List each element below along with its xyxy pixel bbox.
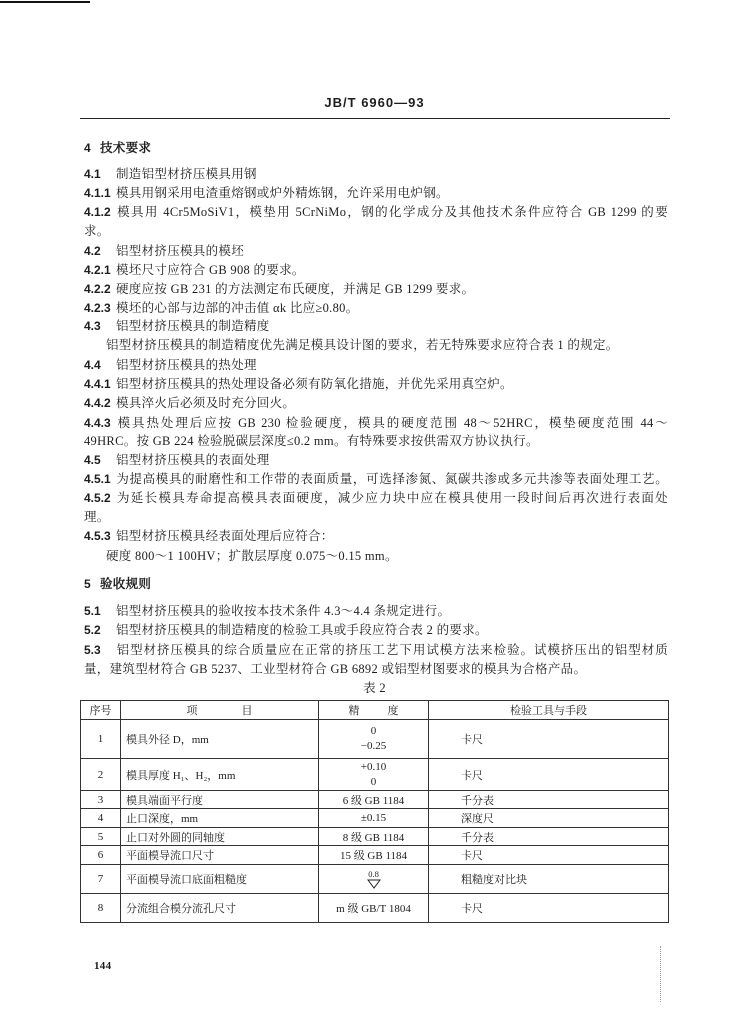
lower-deviation: 0: [370, 775, 377, 788]
clause-text: 制造铝型材挤压模具用钢: [116, 167, 257, 181]
table-row: [81, 759, 669, 791]
section-heading-5: [84, 575, 151, 593]
clause-5-3: [84, 641, 668, 659]
standard-number-header: JB/T 6960—93: [324, 95, 425, 110]
clause-text: 铝型材挤压模具的综合质量应在正常的挤压工艺下用试模方法来检验。试模挤压出的铝型材质: [116, 643, 668, 657]
clause-4-4: [84, 356, 257, 374]
table-row: [81, 894, 669, 923]
row-number-cell: 3: [81, 791, 121, 809]
clause-number: 4.2: [84, 244, 101, 258]
row-number-cell: 6: [81, 846, 121, 865]
clause-5-1: [84, 602, 450, 620]
precision-cell: [319, 759, 429, 791]
header-no: 序号: [81, 701, 121, 720]
upper-deviation: +0.10: [360, 760, 387, 773]
clause-number: 4.4.1: [84, 377, 111, 391]
tool-cell: 深度尺: [429, 809, 669, 828]
clause-number: 5.2: [84, 623, 101, 637]
clause-text: 模坯的心部与边部的冲击值 αk 比应≥0.80。: [116, 301, 359, 315]
clause-4-1-2-continued: 求。: [84, 224, 110, 238]
clause-text: 模坯尺寸应符合 GB 908 的要求。: [116, 263, 305, 277]
clause-4-5-3: [84, 527, 334, 545]
clause-number: 4.1.2: [84, 205, 111, 219]
clause-4-5-2: [84, 489, 668, 507]
clause-4-1-1: [84, 184, 449, 202]
table-row: [81, 791, 669, 809]
item-cell: 止口对外圆的同轴度: [121, 828, 319, 846]
clause-5-3-continued: 量，建筑型材符合 GB 5237、工业型材符合 GB 6892 或铝型材图要求的模具为合格产品。: [84, 662, 587, 676]
clause-number: 4.5.1: [84, 472, 111, 486]
clause-4-4-3: [84, 414, 668, 432]
clause-text: 铝型材挤压模具的热处理: [116, 358, 257, 372]
clause-text: 模具用 4Cr5MoSiV1，模垫用 5CrNiMo，钢的化学成分及其他技术条件应符合 GB 1299 的要: [116, 205, 668, 219]
clause-number: 4.4.2: [84, 396, 111, 410]
clause-4-2-3: [84, 299, 359, 317]
clause-text: 铝型材挤压模具的模坯: [116, 244, 245, 258]
clause-number: 4.5.2: [84, 491, 111, 505]
header-tool: 检验工具与手段: [429, 701, 669, 720]
table-row: [81, 720, 669, 759]
precision-cell: ±0.15: [319, 809, 429, 828]
precision-cell: 8 级 GB 1184: [319, 828, 429, 846]
scan-artifact-line: [0, 1, 90, 3]
clause-4-4-2: [84, 394, 295, 412]
header-precision: [319, 701, 429, 720]
clause-4-2: [84, 242, 244, 260]
item-cell: 模具端面平行度: [121, 791, 319, 809]
clause-4-5-3-body: 硬度 800～1 100HV；扩散层厚度 0.075～0.15 mm。: [106, 549, 398, 563]
clause-number: 4.5.3: [84, 529, 111, 543]
clause-text: 铝型材挤压模具的热处理设备必须有防氧化措施，并优先采用真空炉。: [116, 377, 513, 391]
table-row: [81, 865, 669, 894]
precision-cell: m 级 GB/T 1804: [319, 894, 429, 923]
section-number: 4: [84, 141, 91, 155]
clause-number: 4.1.1: [84, 186, 111, 200]
clause-number: 5.3: [84, 643, 101, 657]
header-rule: [80, 118, 670, 119]
clause-number: 4.5: [84, 453, 101, 467]
clause-4-5-2-continued: 理。: [84, 510, 110, 524]
row-number-cell: 4: [81, 809, 121, 828]
row-number-cell: 2: [81, 759, 121, 791]
section-title: 验收规则: [100, 577, 152, 591]
clause-5-2: [84, 621, 488, 639]
clause-4-4-1: [84, 375, 513, 393]
clause-text: 模具用钢采用电渣重熔钢或炉外精炼钢，允许采用电炉钢。: [116, 186, 449, 200]
table-row: [81, 809, 669, 828]
precision-cell: [319, 720, 429, 759]
section-number: 5: [84, 577, 91, 591]
lower-deviation: −0.25: [360, 740, 387, 752]
table-caption: 表 2: [363, 681, 386, 695]
tool-cell: 卡尺: [429, 846, 669, 865]
table-row: [81, 846, 669, 865]
tool-cell: 千分表: [429, 791, 669, 809]
page-number: 144: [94, 960, 112, 972]
clause-4-5: [84, 451, 270, 469]
clause-4-3: [84, 317, 270, 335]
clause-4-3-body: 铝型材挤压模具的制造精度优先满足模具设计图的要求，若无特殊要求应符合表 1 的规定。: [106, 338, 619, 352]
upper-deviation: 0: [370, 725, 377, 737]
clause-number: 4.2.2: [84, 282, 111, 296]
item-cell: 模具厚度 H₁、H₂，mm: [121, 759, 319, 791]
clause-number: 5.1: [84, 604, 101, 618]
clause-text: 铝型材挤压模具的制造精度: [116, 319, 270, 333]
clause-4-2-2: [84, 280, 474, 298]
clause-text: 铝型材挤压模具的制造精度的检验工具或手段应符合表 2 的要求。: [116, 623, 488, 637]
item-cell: 平面模导流口底面粗糙度: [121, 865, 319, 894]
item-cell: 分流组合模分流孔尺寸: [121, 894, 319, 923]
table-header-row: [81, 701, 669, 720]
header-item: [121, 701, 319, 720]
tool-cell: 卡尺: [429, 759, 669, 791]
clause-4-1-2: [84, 203, 668, 221]
tool-cell: 卡尺: [429, 720, 669, 759]
clause-text: 铝型材挤压模具经表面处理后应符合：: [116, 529, 334, 543]
precision-cell: 15 级 GB 1184: [319, 846, 429, 865]
clause-number: 4.2.3: [84, 301, 111, 315]
row-number-cell: 5: [81, 828, 121, 846]
clause-text: 铝型材挤压模具的验收按本技术条件 4.3～4.4 条规定进行。: [116, 604, 451, 618]
table-row: [81, 828, 669, 846]
row-number-cell: 8: [81, 894, 121, 923]
clause-text: 为延长模具寿命提高模具表面硬度，减少应力块中应在模具使用一段时间后再次进行表面处: [116, 491, 668, 505]
row-number-cell: 7: [81, 865, 121, 894]
clause-text: 硬度应按 GB 231 的方法测定布氏硬度，并满足 GB 1299 要求。: [116, 282, 475, 296]
row-number-cell: 1: [81, 720, 121, 759]
table-2: [80, 700, 669, 923]
header-item-label: 项目: [186, 705, 297, 717]
item-cell: 模具外径 D，mm: [121, 720, 319, 759]
clause-text: 模具淬火后必须及时充分回火。: [116, 396, 296, 410]
clause-number: 4.1: [84, 167, 101, 181]
clause-text: 模具热处理后应按 GB 230 检验硬度，模具的硬度范围 48～52HRC，模垫硬度范围 44～: [116, 416, 668, 430]
clause-number: 4.4.3: [84, 416, 111, 430]
surface-roughness-symbol-icon: [367, 879, 381, 889]
clause-4-1: [84, 165, 257, 183]
item-cell: 平面模导流口尺寸: [121, 846, 319, 865]
clause-4-4-3-continued: 49HRC。按 GB 224 检验脱碳层深度≤0.2 mm。有特殊要求按供需双方协议执行。: [84, 434, 539, 448]
clause-text: 铝型材挤压模具的表面处理: [116, 453, 270, 467]
clause-4-5-1: [84, 470, 668, 488]
header-precision-label: 精度: [348, 705, 427, 717]
item-cell: 止口深度，mm: [121, 809, 319, 828]
precision-cell: 6 级 GB 1184: [319, 791, 429, 809]
clause-4-2-1: [84, 261, 305, 279]
roughness-value: 0.8: [368, 868, 379, 879]
clause-text: 为提高模具的耐磨性和工作带的表面质量，可选择渗氮、氮碳共渗或多元共渗等表面处理工艺。: [116, 472, 668, 486]
scan-artifact-dotted-line: [660, 946, 661, 1002]
precision-cell: [319, 865, 429, 894]
section-title: 技术要求: [100, 141, 152, 155]
clause-number: 4.2.1: [84, 263, 111, 277]
tool-cell: 卡尺: [429, 894, 669, 923]
clause-number: 4.3: [84, 319, 101, 333]
tool-cell: 千分表: [429, 828, 669, 846]
tool-cell: 粗糙度对比块: [429, 865, 669, 894]
clause-number: 4.4: [84, 358, 101, 372]
section-heading-4: [84, 139, 151, 157]
